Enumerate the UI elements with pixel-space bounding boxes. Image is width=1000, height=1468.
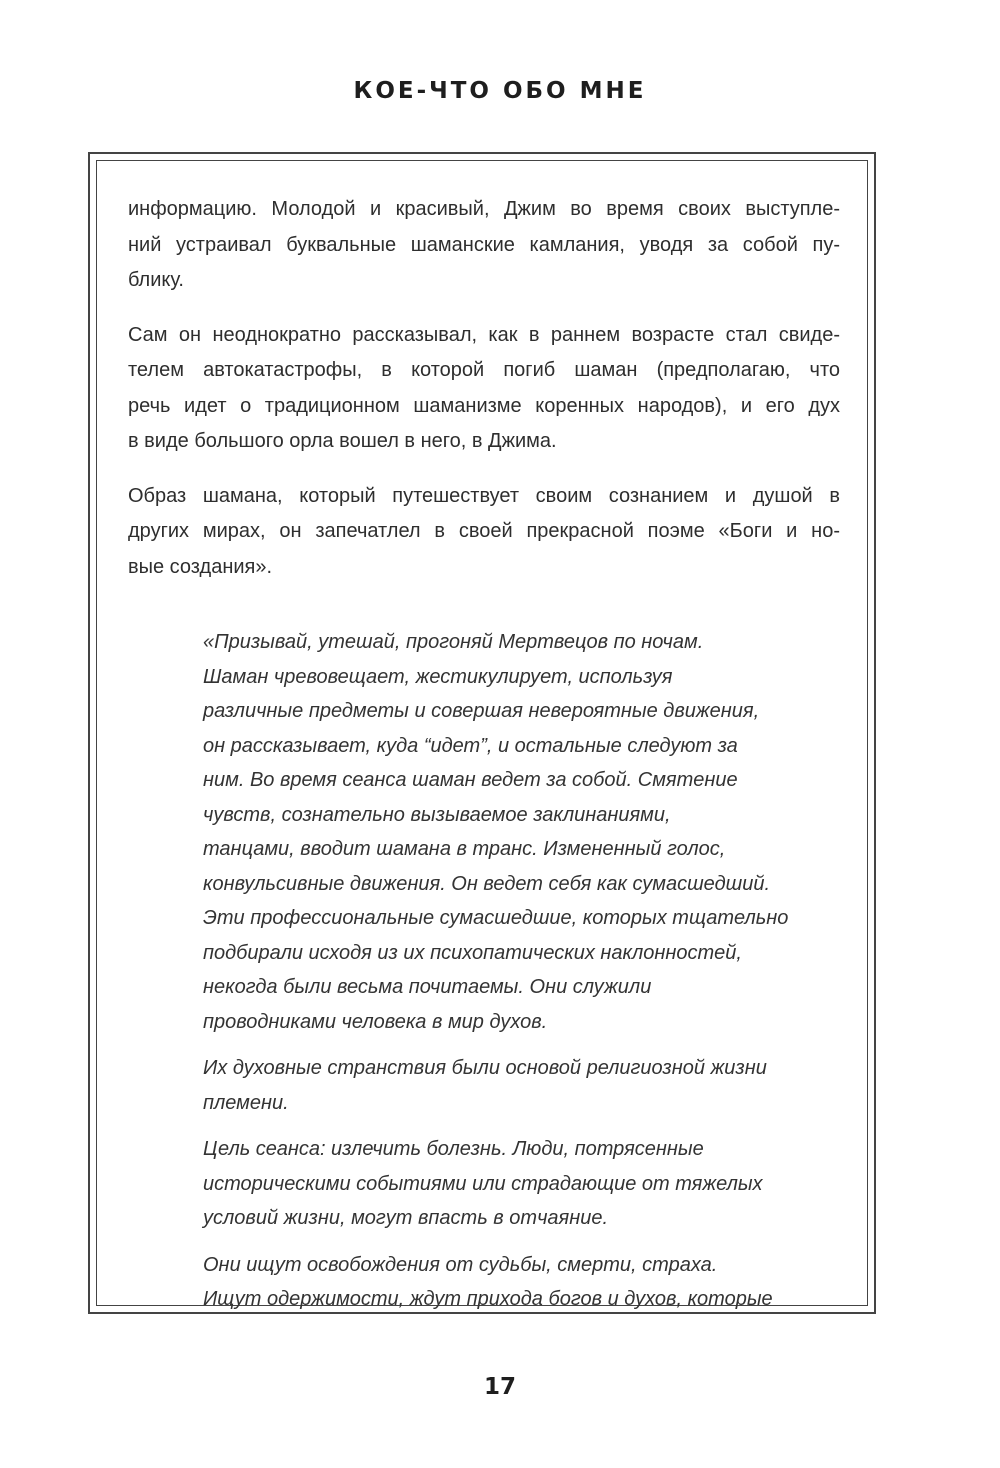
quote-paragraph: [203, 1051, 840, 1120]
body-paragraph: [128, 318, 840, 460]
page-number: 17: [483, 1374, 516, 1400]
quote-line: он рассказывает, куда “идет”, и остальные следуют за: [203, 734, 738, 757]
body-paragraph: [128, 479, 840, 586]
body-paragraph: [128, 192, 840, 299]
quote-line: ним. Во время сеанса шаман ведет за собой. Смятение: [203, 769, 738, 791]
quote-line: чувств, сознательно вызываемое заклинаниями,: [203, 803, 671, 826]
quote-line: «Призывай, утешай, прогоняй Мертвецов по ночам.: [203, 631, 704, 653]
text-line: Сам он неоднократно рассказывал, как в раннем возрасте стал свиде-: [128, 323, 840, 346]
text-line: в виде большого орла вошел в него, в Джима.: [128, 430, 557, 452]
text-line: Образ шамана, который путешествует своим сознанием и душой в: [128, 484, 840, 507]
quote-line: историческими событиями или страдающие от тяжелых: [203, 1172, 763, 1195]
quote-line: Их духовные странствия были основой религиозной жизни: [203, 1057, 767, 1079]
text-line: других мирах, он запечатлел в своей прекрасной поэме «Боги и но-: [128, 520, 840, 542]
quote-block: [203, 625, 840, 1317]
running-header-title: КОЕ-ЧТО ОБО МНЕ: [353, 78, 647, 104]
text-line: вые создания».: [128, 555, 273, 578]
quote-line: конвульсивные движения. Он ведет себя как сумасшедший.: [203, 872, 771, 895]
quote-line: подбирали исходя из их психопатических наклонностей,: [203, 941, 742, 964]
quote-line: Они ищут освобождения от судьбы, смерти, страха.: [203, 1253, 718, 1276]
text-line: информацию. Молодой и красивый, Джим во время своих выступле-: [128, 198, 840, 220]
text-line: блику.: [128, 269, 184, 291]
quote-line: некогда были весьма почитаемы. Они служили: [203, 976, 652, 998]
quote-line: условий жизни, могут впасть в отчаяние.: [203, 1207, 609, 1229]
quote-line: проводниками человека в мир духов.: [203, 1010, 548, 1033]
page-content: [128, 192, 840, 1329]
quote-line: Шаман чревовещает, жестикулирует, используя: [203, 665, 673, 688]
quote-paragraph: [203, 625, 840, 1039]
quote-line: племени.: [203, 1091, 289, 1114]
quote-paragraph: [203, 1248, 840, 1317]
quote-line: Ищут одержимости, ждут прихода богов и духов, которые: [203, 1288, 773, 1310]
text-line: речь идет о традиционном шаманизме коренных народов), и его дух: [128, 394, 840, 417]
quote-line: танцами, вводит шамана в транс. Измененный голос,: [203, 838, 726, 860]
quote-line: Цель сеанса: излечить болезнь. Люди, потрясенные: [203, 1138, 704, 1160]
quote-line: различные предметы и совершая невероятные движения,: [203, 700, 760, 722]
quote-line: Эти профессиональные сумасшедшие, которых тщательно: [203, 907, 789, 929]
text-line: ний устраивал буквальные шаманские камлания, уводя за собой пу-: [128, 233, 840, 256]
body-text: [128, 192, 840, 585]
text-line: телем автокатастрофы, в которой погиб шаман (предполагаю, что: [128, 359, 840, 381]
quote-paragraph: [203, 1132, 840, 1236]
